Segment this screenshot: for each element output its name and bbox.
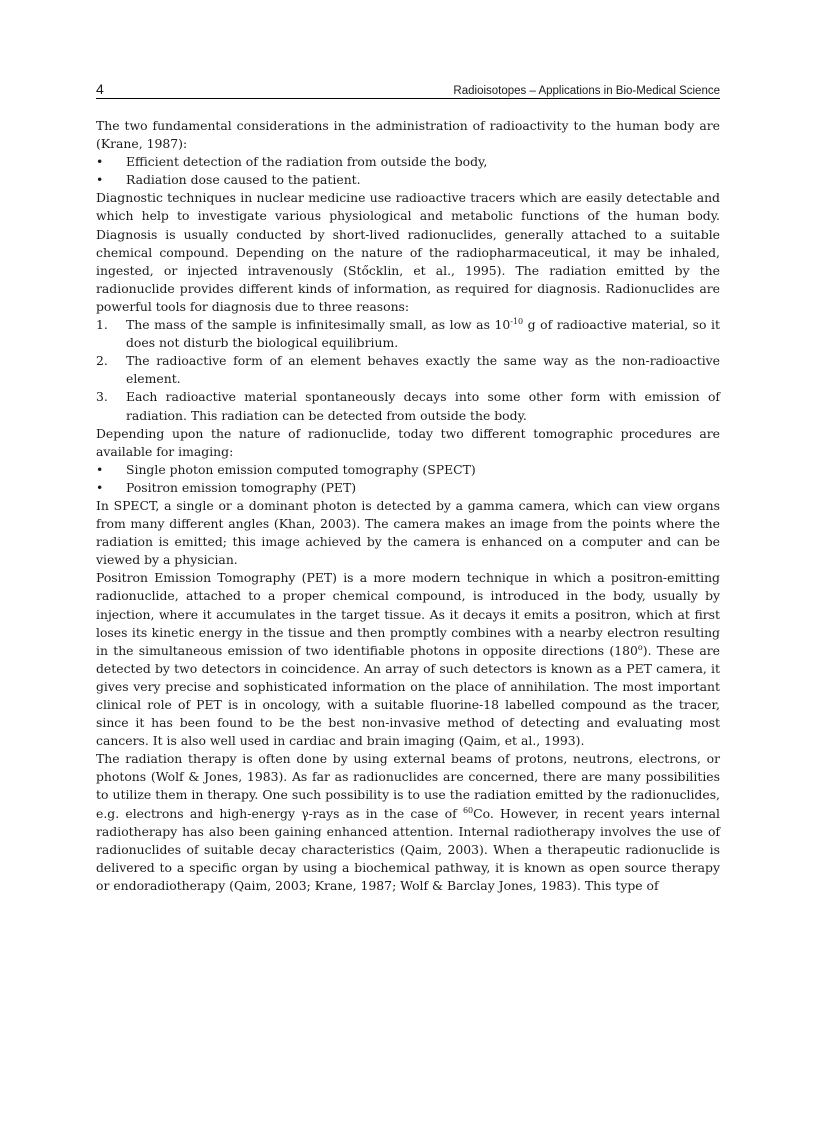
paragraph-pet bbox=[96, 569, 720, 750]
isotope-mass-sup: 60 bbox=[462, 805, 474, 815]
list-item: • Single photon emission computed tomography (SPECT) bbox=[96, 461, 720, 479]
list-item: • Positron emission tomography (PET) bbox=[96, 479, 720, 497]
reason-text: The radioactive form of an element behaves exactly the same way as the non-radioactive element. bbox=[126, 353, 720, 387]
therapy-text: The radiation therapy is often done by using external beams of protons, neutrons, electrons, or photons (Wolf & Jones, 1983). As far as radionuclides are concerned, there are many possibilities to utilize them in therapy. One such possibility is to use the radiation emitted by the radionuclides, e.g. electrons and high-energy γ-rays as in the case of bbox=[96, 751, 720, 821]
page-number: 4 bbox=[96, 81, 104, 97]
considerations-list bbox=[96, 153, 720, 189]
running-header bbox=[96, 78, 720, 99]
exponent: -10 bbox=[510, 317, 524, 327]
list-number: 3. bbox=[96, 389, 108, 405]
list-item bbox=[96, 352, 720, 388]
degree-sup: o bbox=[637, 642, 643, 652]
list-number: 1. bbox=[96, 317, 108, 333]
list-item bbox=[96, 316, 720, 352]
list-number: 2. bbox=[96, 353, 108, 369]
paragraph-intro: The two fundamental considerations in the administration of radioactivity to the human body are (Krane, 1987): bbox=[96, 118, 720, 152]
paragraph-diagnostic: Diagnostic techniques in nuclear medicine use radioactive tracers which are easily detectable and which help to investigate various physiological and metabolic functions of the human body. Diagnosis is usually conducted by short-lived radionuclides, generally attached to a suitable chemical compound. Depending on the nature of the radiopharmaceutical, it may be inhaled, ingested, or injected intravenously (Stőcklin, et al., 1995). The radiation emitted by the radionuclide provides different kinds of information, as required for diagnosis. Radionuclides are powerful tools for diagnosis due to three reasons: bbox=[96, 190, 720, 314]
paragraph-therapy bbox=[96, 750, 720, 895]
paragraph-spect: In SPECT, a single or a dominant photon is detected by a gamma camera, which can view organs from many different angles (Khan, 2003). The camera makes an image from the points where the radiation is emitted; this image achieved by the camera is enhanced on a computer and can be viewed by a physician. bbox=[96, 497, 720, 568]
list-item: • Efficient detection of the radiation from outside the body, bbox=[96, 153, 720, 171]
pet-text-cont: ). These are detected by two detectors in coincidence. An array of such detectors is known as a PET camera, it gives very precise and sophisticated information on the place of annihilation. The most important clinical role of PET is in oncology, with a suitable fluorine-18 labelled compound as the tracer, since it has been found to be the best non-invasive method of detecting and evaluating most cancers. It is also well used in cardiac and brain imaging (Qaim, et al., 1993). bbox=[96, 642, 720, 749]
page bbox=[96, 78, 720, 895]
therapy-text-cont: Co. However, in recent years internal radiotherapy has also been gaining enhanced attention. Internal radiotherapy involves the use of radionuclides of suitable decay characteristics (Qaim, 2003). When a therapeutic radionuclide is delivered to a specific organ by using a biochemical pathway, it is known as open source therapy or endoradiotherapy (Qaim, 2003; Krane, 1987; Wolf & Barclay Jones, 1983). This type of bbox=[96, 805, 720, 893]
reason-text: The mass of the sample is infinitesimally small, as low as 10 bbox=[126, 317, 511, 333]
list-item: • Radiation dose caused to the patient. bbox=[96, 171, 720, 189]
paragraph-tomography: Depending upon the nature of radionuclide, today two different tomographic procedures are available for imaging: bbox=[96, 425, 720, 459]
running-title: Radioisotopes – Applications in Bio-Medical Science bbox=[453, 85, 720, 97]
reason-text-cont: g of radioactive material, so it does not disturb the biological equilibrium. bbox=[126, 317, 720, 351]
reasons-list bbox=[96, 316, 720, 425]
reason-text: Each radioactive material spontaneously decays into some other form with emission of radiation. This radiation can be detected from outside the body. bbox=[126, 389, 720, 423]
list-item bbox=[96, 388, 720, 424]
procedures-list bbox=[96, 461, 720, 497]
pet-text: Positron Emission Tomography (PET) is a more modern technique in which a positron-emitting radionuclide, attached to a proper chemical compound, is introduced in the body, usually by injection, where it accumulates in the target tissue. As it decays it emits a positron, which at first loses its kinetic energy in the tissue and then promptly combines with a nearby electron resulting in the simultaneous emission of two identifiable photons in opposite directions (180 bbox=[96, 570, 720, 658]
body-text bbox=[96, 117, 720, 895]
